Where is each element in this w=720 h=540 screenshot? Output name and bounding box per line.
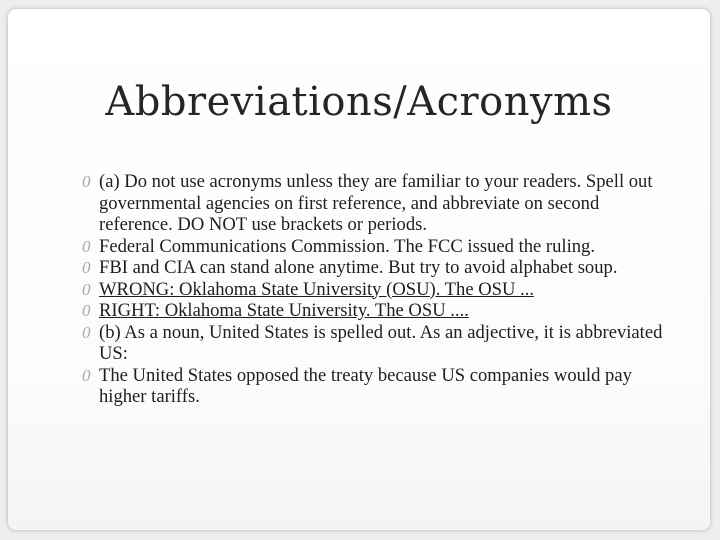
bullet-marker: 0: [82, 172, 91, 191]
bullet-text: Federal Communications Commission. The FCC issued the ruling.: [99, 235, 595, 257]
list-item: [82, 300, 672, 322]
slide: [8, 9, 710, 530]
bullet-text: FBI and CIA can stand alone anytime. But try to avoid alphabet soup.: [99, 257, 618, 278]
bullet-text: (b) As a noun, United States is spelled out. As an adjective, it is abbreviated US:: [99, 321, 663, 364]
bullet-text-right-example: RIGHT: Oklahoma State University. The OSU ....: [99, 300, 469, 321]
bullet-text: (a) Do not use acronyms unless they are familiar to your readers. Spell out governmental agencies on first reference, and abbreviate on second reference. DO NOT use brackets or periods.: [99, 171, 653, 235]
bullet-marker: 0: [82, 301, 91, 320]
list-item: [82, 279, 672, 301]
bullet-marker: 0: [82, 236, 91, 256]
bullet-text-wrong-example: WRONG: Oklahoma State University (OSU). The OSU ...: [99, 278, 535, 300]
bullet-list: [82, 171, 672, 408]
slide-title: Abbreviations/Acronyms: [105, 79, 613, 125]
bullet-marker: 0: [82, 322, 91, 342]
bullet-marker: 0: [82, 258, 91, 277]
bullet-text: The United States opposed the treaty because US companies would pay higher tariffs.: [99, 364, 632, 407]
list-item: [82, 257, 672, 279]
list-item: [82, 236, 672, 258]
bullet-marker: 0: [82, 365, 91, 385]
list-item: [82, 365, 672, 408]
bullet-marker: 0: [82, 279, 91, 299]
list-item: [82, 322, 672, 365]
list-item: [82, 171, 672, 236]
